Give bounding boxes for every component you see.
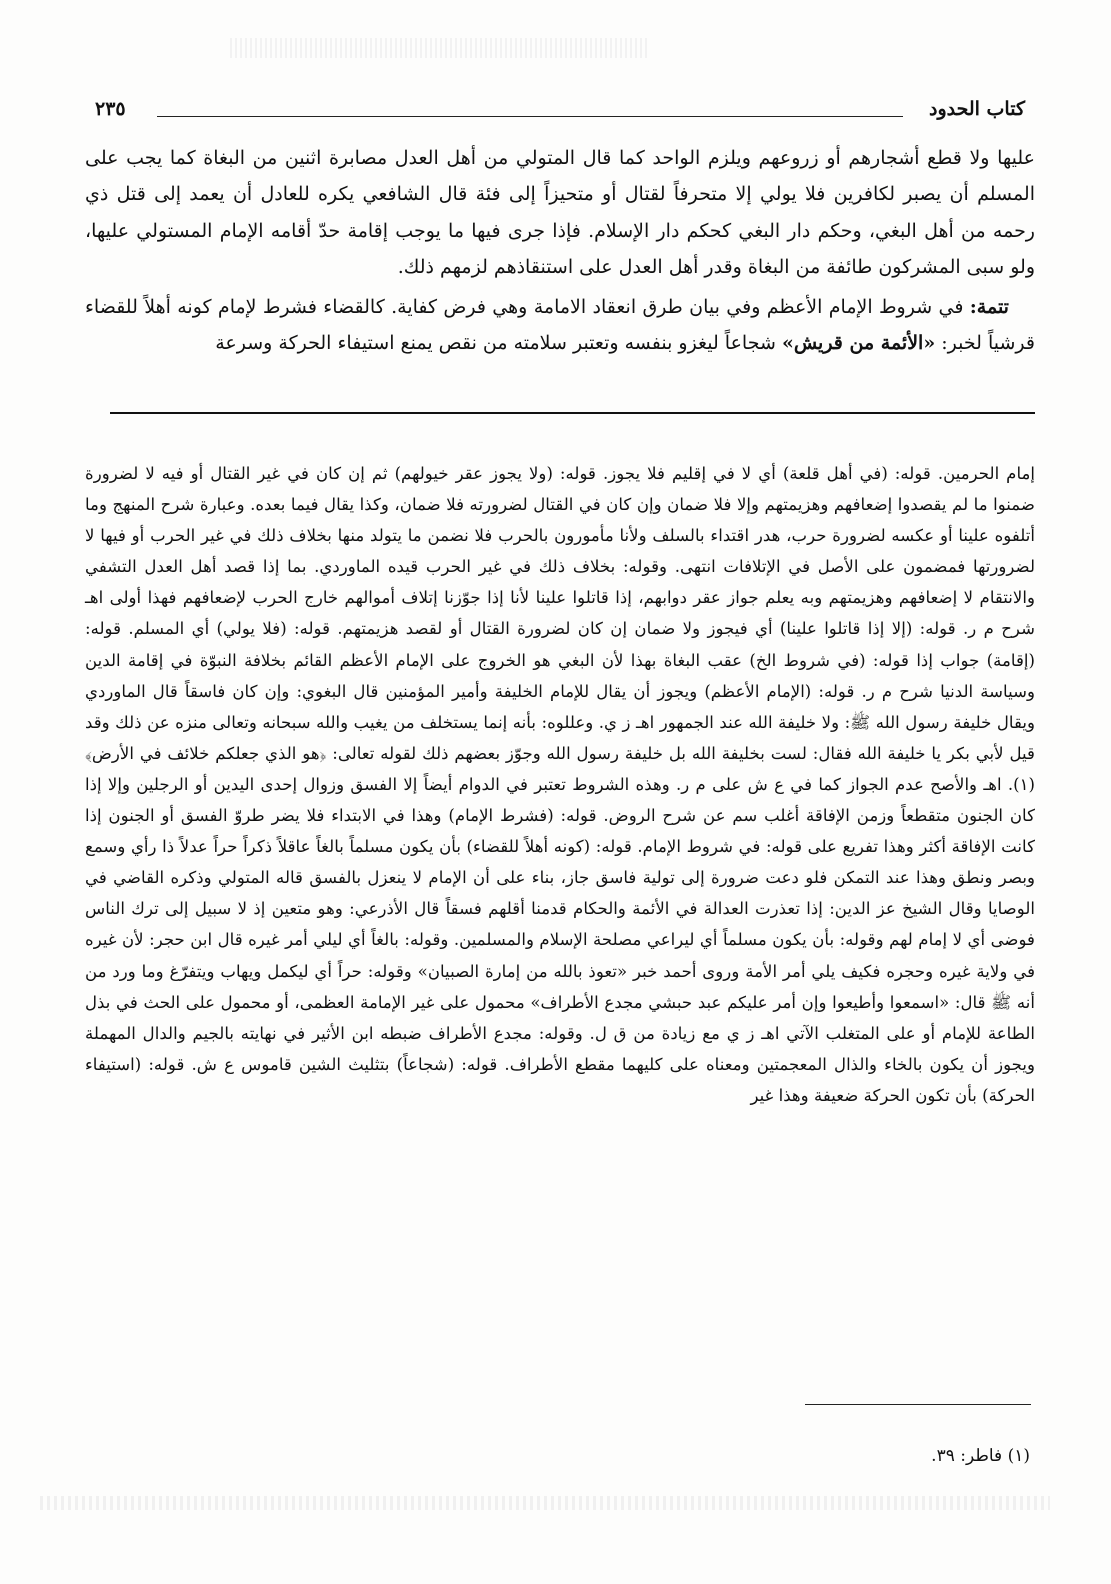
separator-rule xyxy=(110,412,1035,414)
scan-artifact-top xyxy=(230,38,650,58)
page-header xyxy=(95,98,1025,128)
main-paragraph: عليها ولا قطع أشجارهم أو زروعهم ويلزم الواحد كما قال المتولي من أهل العدل مصابرة اثنين من البغاة كما يجب على المسلم أن يصبر لكافرين فلا يولي إلا متحرفاً لقتال أو متحيزاً إلى فئة قال الشافعي يكره للعادل أن يعمد إلى قتل ذي رحمه من أهل البغي، وحكم دار البغي كحكم دار الإسلام. فإذا جرى فيها ما يوجب إقامة حدّ أقامه الإمام المستولي عليها، ولو سبى المشركون طائفة من البغاة وقدر أهل العدل على استنقاذهم لزمهم ذلك. xyxy=(85,147,1036,278)
scan-artifact-bottom xyxy=(40,1496,1050,1510)
book-title: كتاب الحدود xyxy=(928,98,1025,120)
tatimma-paragraph xyxy=(85,289,1035,362)
tatimma-text: في شروط الإمام الأعظم وفي بيان طرق انعقاد الامامة وهي فرض كفاية. كالقضاء فشرط لإمام كونه أهلاً للقضاء قرشياً لخبر: xyxy=(85,296,1035,355)
page-number: ٢٣٥ xyxy=(95,98,126,120)
header-rule xyxy=(157,116,903,117)
hadith-quote: «الأئمة من قريش» xyxy=(781,332,936,355)
tatimma-label: تتمة: xyxy=(969,296,1009,319)
footnote-rule xyxy=(805,1404,1031,1405)
commentary-text xyxy=(85,458,1035,1111)
main-text xyxy=(85,140,1035,362)
tatimma-text-continued: شجاعاً ليغزو بنفسه وتعتبر سلامته من نقص يمنع استيفاء الحركة وسرعة xyxy=(215,332,776,355)
commentary-paragraph: إمام الحرمين. قوله: (في أهل قلعة) أي لا في إقليم فلا يجوز. قوله: (ولا يجوز عقر خيولهم) ثم إن كان في غير القتال أو فيه لا لضرورة ضمنوا ما لم يقصدوا إضعافهم وهزيمتهم وإلا فلا ضمان وإن كان في القتال لضرورته فلا ضمان، وكذا يقال فيما بعده. وعبارة شرح المنهج وما أتلفوه علينا أو عكسه لضرورة حرب، هدر اقتداء بالسلف ولأنا مأمورون بالحرب فلا نضمن ما يتولد منها بخلاف ذلك في غير الحرب أو فيها لا لضرورتها فمضمون على الأصل في الإتلافات انتهى. وقوله: بخلاف ذلك في غير الحرب قيده الماوردي. بما إذا قصد أهل العدل التشفي والانتقام لا إضعافهم وهزيمتهم وبه يعلم جواز عقر دوابهم، إذا قاتلوا علينا لأنا إذا جوّزنا إتلاف أموالهم خارج الحرب لإضعافهم فهذا أولى اهـ شرح م ر. قوله: (إلا إذا قاتلوا علينا) أي فيجوز ولا ضمان إن كان لضرورة القتال أو لقصد هزيمتهم. قوله: (فلا يولي) أي المسلم. قوله: (إقامة) جواب إذا قوله: (في شروط الخ) عقب البغاة بهذا لأن البغي هو الخروج على الإمام الأعظم القائم بخلافة النبوّة في إقامة الدين وسياسة الدنيا شرح م ر. قوله: (الإمام الأعظم) ويجوز أن يقال للإمام الخليفة وأمير المؤمنين قال البغوي: وإن كان فاسقاً قال الماوردي ويقال خليفة رسول الله ﷺ: ولا خليفة الله عند الجمهور اهـ ز ي. وعللوه: بأنه إنما يستخلف من يغيب والله سبحانه وتعالى منزه عن ذلك وقد قيل لأبي بكر يا خليفة الله فقال: لست بخليفة الله بل خليفة رسول الله وجوّز بعضهم ذلك لقوله تعالى: ﴿هو الذي جعلكم خلائف في الأرض﴾(١). اهـ والأصح عدم الجواز كما في ع ش على م ر. وهذه الشروط تعتبر في الدوام أيضاً إلا الفسق وزوال إحدى اليدين أو الرجلين وإلا إذا كان الجنون متقطعاً وزمن الإفاقة أغلب سم عن شرح الروض. قوله: (فشرط الإمام) وهذا في الابتداء فلا يضر طروّ الفسق أو الجنون إذا كانت الإفاقة أكثر وهذا تفريع على قوله: في شروط الإمام. قوله: (كونه أهلاً للقضاء) بأن يكون مسلماً بالغاً عاقلاً ذكراً حراً عدلاً ذا رأي وسمع وبصر ونطق وهذا عند التمكن فلو دعت ضرورة إلى تولية فاسق جاز، بناء على أن الإمام لا ينعزل بالفسق قاله المتولي وذكره القاضي في الوصايا وقال الشيخ عز الدين: إذا تعذرت العدالة في الأئمة والحكام قدمنا أقلهم فسقاً قال الأذرعي: وهو متعين إذ لا سبيل إلى ترك الناس فوضى أي لا إمام لهم وقوله: بأن يكون مسلماً أي ليراعي مصلحة الإسلام والمسلمين. وقوله: بالغاً أي ليلي أمر غيره قال ابن حجر: لأن غيره في ولاية غيره وحجره فكيف يلي أمر الأمة وروى أحمد خبر «تعوذ بالله من إمارة الصبيان» وقوله: حراً أي ليكمل ويهاب ويتفرّغ وما ورد من أنه ﷺ قال: «اسمعوا وأطيعوا وإن أمر عليكم عبد حبشي مجدع الأطراف» محمول على غير الإمامة العظمى، أو محمول على الحث في بذل الطاعة للإمام أو على المتغلب الآتي اهـ ز ي مع زيادة من ق ل. وقوله: مجدع الأطراف ضبطه ابن الأثير في نهايته بالجيم والدال المهملة ويجوز أن يكون بالخاء والذال المعجمتين ومعناه على كليهما مقطع الأطراف. قوله: (شجاعاً) بتثليث الشين قاموس ع ش. قوله: (استيفاء الحركة) بأن تكون الحركة ضعيفة وهذا غير xyxy=(85,464,1035,1105)
footnote: (١) فاطر: ٣٩. xyxy=(931,1446,1030,1466)
